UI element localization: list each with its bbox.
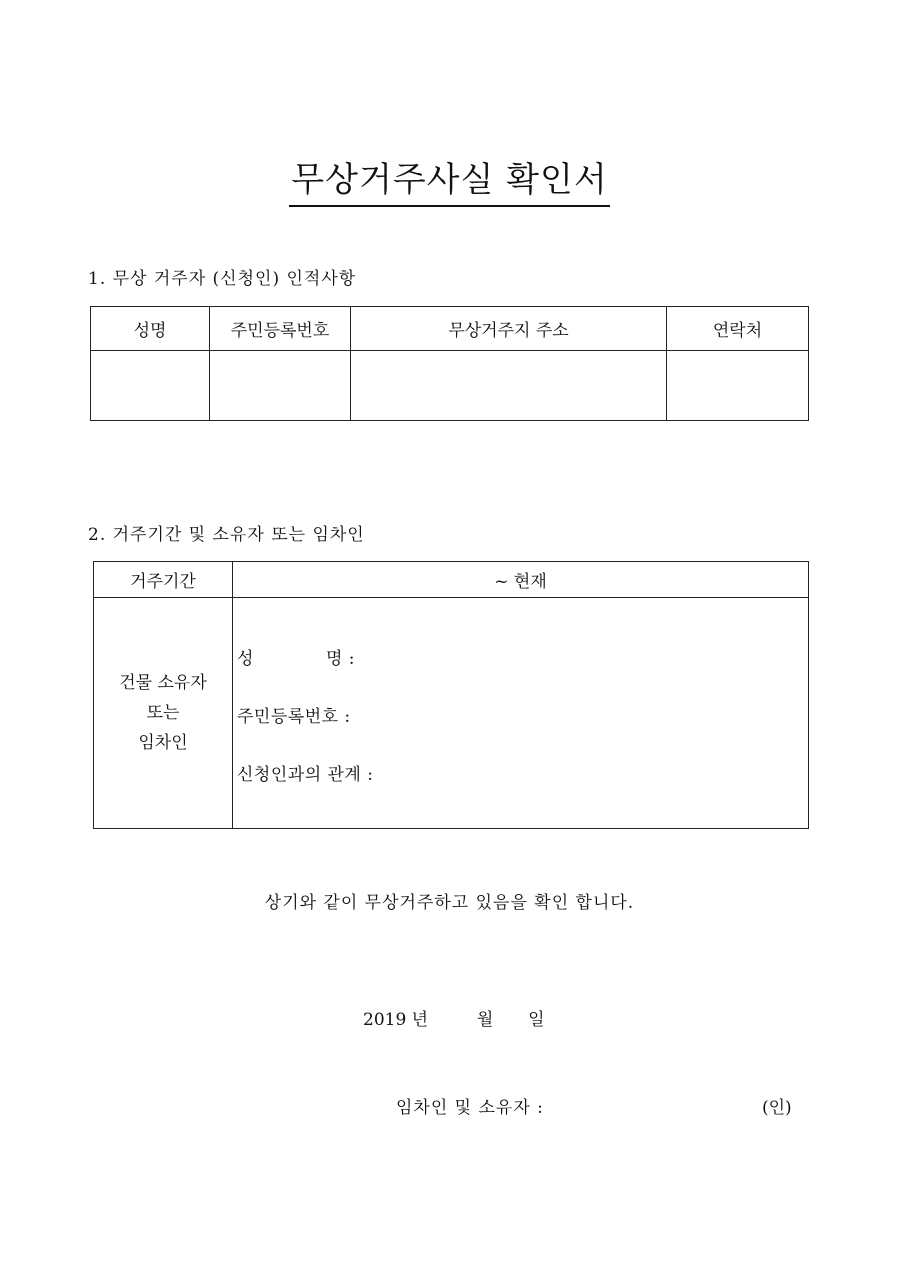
seal-mark[interactable]: (인)	[762, 1098, 792, 1118]
date-year-unit: 년	[411, 1010, 429, 1030]
owner-id-label: 주민등록번호 :	[237, 707, 351, 727]
section1-heading: 1. 무상 거주자 (신청인) 인적사항	[88, 269, 357, 289]
table-header-row	[91, 307, 809, 351]
col-header-address: 무상거주지 주소	[351, 307, 667, 351]
cell-address[interactable]	[351, 351, 667, 421]
col-header-resident-number: 주민등록번호	[210, 307, 351, 351]
date-day-unit: 일	[528, 1010, 545, 1030]
owner-label-cell	[94, 598, 233, 829]
table-row	[91, 351, 809, 421]
owner-row	[94, 598, 809, 829]
owner-name-char2: 명 :	[325, 649, 355, 669]
owner-relation-label: 신청인과의 관계 :	[237, 765, 374, 785]
owner-label-line-1: 건물 소유자	[119, 673, 207, 693]
owner-name-field[interactable]	[237, 644, 808, 702]
signature-label: 임차인 및 소유자 :	[396, 1098, 544, 1118]
section2-heading: 2. 거주기간 및 소유자 또는 임차인	[88, 525, 365, 545]
cell-name[interactable]	[91, 351, 210, 421]
document-title-text: 무상거주사실 확인서	[289, 162, 609, 207]
owner-id-field[interactable]	[237, 702, 808, 760]
date-year: 2019	[363, 1010, 407, 1030]
owner-name-char1: 성	[237, 649, 254, 669]
period-row	[94, 562, 809, 598]
applicant-info-table	[90, 306, 809, 421]
col-header-name: 성명	[91, 307, 210, 351]
date-month-unit: 월	[476, 1010, 494, 1030]
period-value[interactable]: ~ 현재	[233, 562, 809, 598]
period-label: 거주기간	[94, 562, 233, 598]
col-header-contact: 연락처	[667, 307, 809, 351]
cell-contact[interactable]	[667, 351, 809, 421]
cell-resident-number[interactable]	[210, 351, 351, 421]
owner-label-line-2: 또는	[146, 703, 180, 723]
owner-fields-cell	[233, 598, 809, 829]
document-title	[0, 160, 899, 207]
owner-label-line-3: 임차인	[138, 733, 188, 753]
date-line	[363, 1005, 545, 1030]
owner-relation-field[interactable]	[237, 760, 808, 818]
residence-owner-table	[93, 561, 809, 829]
confirmation-statement: 상기와 같이 무상거주하고 있음을 확인 합니다.	[264, 893, 635, 913]
